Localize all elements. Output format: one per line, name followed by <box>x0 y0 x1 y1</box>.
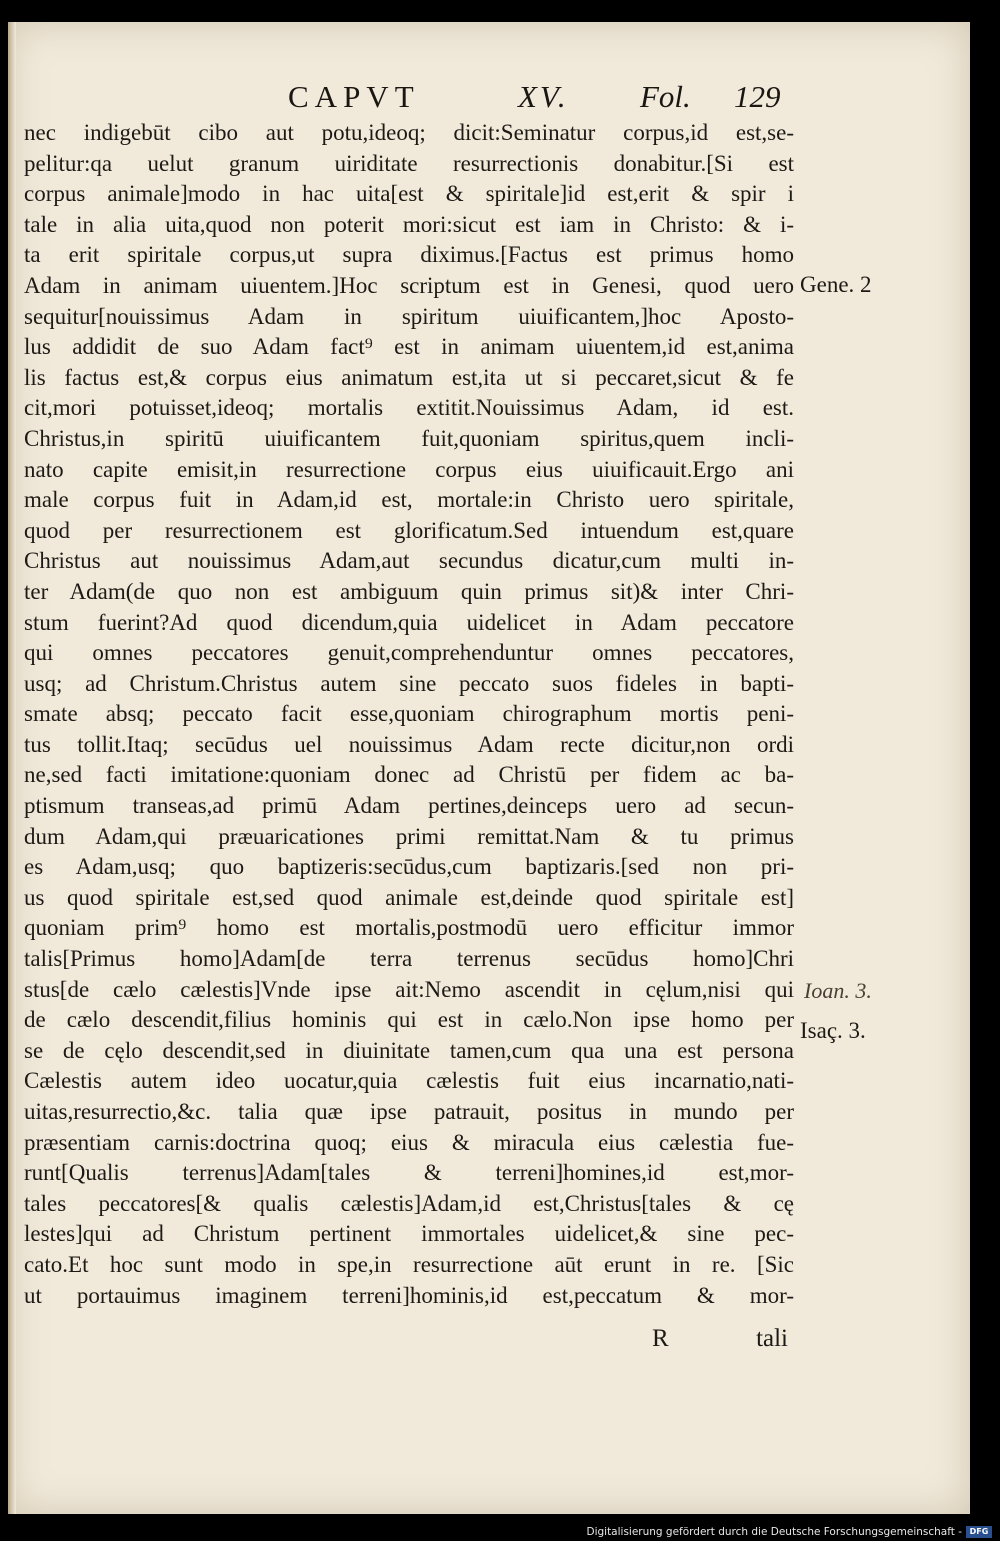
text-line: quoniam prim⁹ homo est mortalis,postmodū uero efficitur immor <box>24 915 794 941</box>
text-line: pelitur:qa uelut granum uiriditate resurrectionis donabitur.[Si est <box>24 150 794 176</box>
text-line: se de cęlo descendit,sed in diuinitate tamen,cum qua una est persona <box>24 1037 794 1063</box>
text-line: es Adam,usq; quo baptizeris:secūdus,cum baptizaris.[sed non pri- <box>24 854 794 880</box>
text-line: sequitur[nouissimus Adam in spiritum uiuificantem,]hoc Aposto- <box>24 303 794 329</box>
text-line: tus tollit.Itaq; secūdus uel nouissimus Adam recte dicitur,non ordi <box>24 731 794 757</box>
text-line: stus[de cælo cælestis]Vnde ipse ait:Nemo ascendit in cęlum,nisi qui <box>24 976 794 1002</box>
text-line: ta erit spiritale corpus,ut supra diximus.[Factus est primus homo <box>24 242 794 268</box>
text-line: Adam in animam uiuentem.]Hoc scriptum est in Genesi, quod uero <box>24 272 794 298</box>
text-line: lus addidit de suo Adam fact⁹ est in animam uiuentem,id est,anima <box>24 334 794 360</box>
footer-credit: Digitalisierung gefördert durch die Deutsche Forschungsgemeinschaft - <box>586 1526 962 1538</box>
text-line: ne,sed facti imitatione:quoniam donec ad Christū per fidem ac ba- <box>24 762 794 788</box>
text-line: cit,mori potuisset,ideoq; mortalis extitit.Nouissimus Adam, id est. <box>24 395 794 421</box>
text-line: qui omnes peccatores genuit,comprehenduntur omnes peccatores, <box>24 640 794 666</box>
text-line: talis[Primus homo]Adam[de terra terrenus secūdus homo]Chri <box>24 946 794 972</box>
text-line: Christus,in spiritū uiuificantem fuit,quoniam spiritus,quem incli- <box>24 425 794 451</box>
text-line: nato capite emisit,in resurrectione corpus eius uiuificauit.Ergo ani <box>24 456 794 482</box>
page-gutter <box>8 22 16 1514</box>
text-line: corpus animale]modo in hac uita[est & spiritale]id est,erit & spir i <box>24 181 794 207</box>
text-line: nec indigebūt cibo aut potu,ideoq; dicit:Seminatur corpus,id est,se- <box>24 120 794 145</box>
text-line: lestes]qui ad Christum pertinent immortales uidelicet,& sine pec- <box>24 1221 794 1247</box>
text-line: Christus aut nouissimus Adam,aut secundus dicatur,cum multi in- <box>24 548 794 574</box>
footer-bar <box>0 1524 1000 1541</box>
text-line: de cælo descendit,filius hominis qui est in cælo.Non ipse homo per <box>24 1007 794 1033</box>
margin-note-ioan: Ioan. 3. <box>804 978 872 1003</box>
text-line: lis factus est,& corpus eius animatum est,ita ut si peccaret,sicut & fe <box>24 364 794 390</box>
text-line: runt[Qualis terrenus]Adam[tales & terreni]homines,id est,mor- <box>24 1160 794 1186</box>
text-line: smate absq; peccato facit esse,quoniam chirographum mortis peni- <box>24 701 794 727</box>
text-line: ter Adam(de quo non est ambiguum quin primus sit)& inter Chri- <box>24 578 794 604</box>
text-line: cato.Et hoc sunt modo in spe,in resurrectione aūt erunt in re. [Sic <box>24 1251 794 1277</box>
signature-mark: R <box>652 1325 669 1352</box>
text-line: ptismum transeas,ad primū Adam pertines,deinceps uero ad secun- <box>24 793 794 819</box>
running-header <box>288 78 800 116</box>
text-line: tale in alia uita,quod non poterit mori:sicut est iam in Christo: & i- <box>24 211 794 237</box>
header-title: CAPVT <box>288 79 420 114</box>
margin-note-isa: Isaç. 3. <box>800 1018 866 1043</box>
text-line: usq; ad Christum.Christus autem sine peccato suos fideles in bapti- <box>24 670 794 696</box>
text-line: stum fuerint?Ad quod dicendum,quia uidelicet in Adam peccatore <box>24 609 794 635</box>
text-line: præsentiam carnis:doctrina quoq; eius & miracula eius cælestia fue- <box>24 1129 794 1155</box>
body-text <box>24 118 794 1311</box>
catchword: tali <box>756 1325 788 1352</box>
header-chapter: XV. <box>518 79 569 114</box>
text-line: tales peccatores[& qualis cælestis]Adam,id est,Christus[tales & cę <box>24 1190 794 1216</box>
catchword-line <box>652 1325 788 1359</box>
dfg-logo: DFG <box>966 1526 992 1538</box>
text-line: male corpus fuit in Adam,id est, mortale:in Christo uero spiritale, <box>24 487 794 513</box>
text-line: us quod spiritale est,sed quod animale est,deinde quod spiritale est] <box>24 884 794 910</box>
text-line: quod per resurrectionem est glorificatum.Sed intuendum est,quare <box>24 517 794 543</box>
text-line: Cælestis autem ideo uocatur,quia cælestis fuit eius incarnatio,nati- <box>24 1068 794 1094</box>
header-folio-label: Fol. <box>640 79 691 114</box>
text-line: uitas,resurrectio,&c. talia quæ ipse patrauit, positus in mundo per <box>24 1099 794 1124</box>
margin-note-gen: Gene. 2 <box>800 272 872 297</box>
text-line: ut portauimus imaginem terreni]hominis,id est,peccatum & mor- <box>24 1282 794 1308</box>
header-page-number: 129 <box>734 79 781 114</box>
text-line: dum Adam,qui præuaricationes primi remittat.Nam & tu primus <box>24 823 794 849</box>
